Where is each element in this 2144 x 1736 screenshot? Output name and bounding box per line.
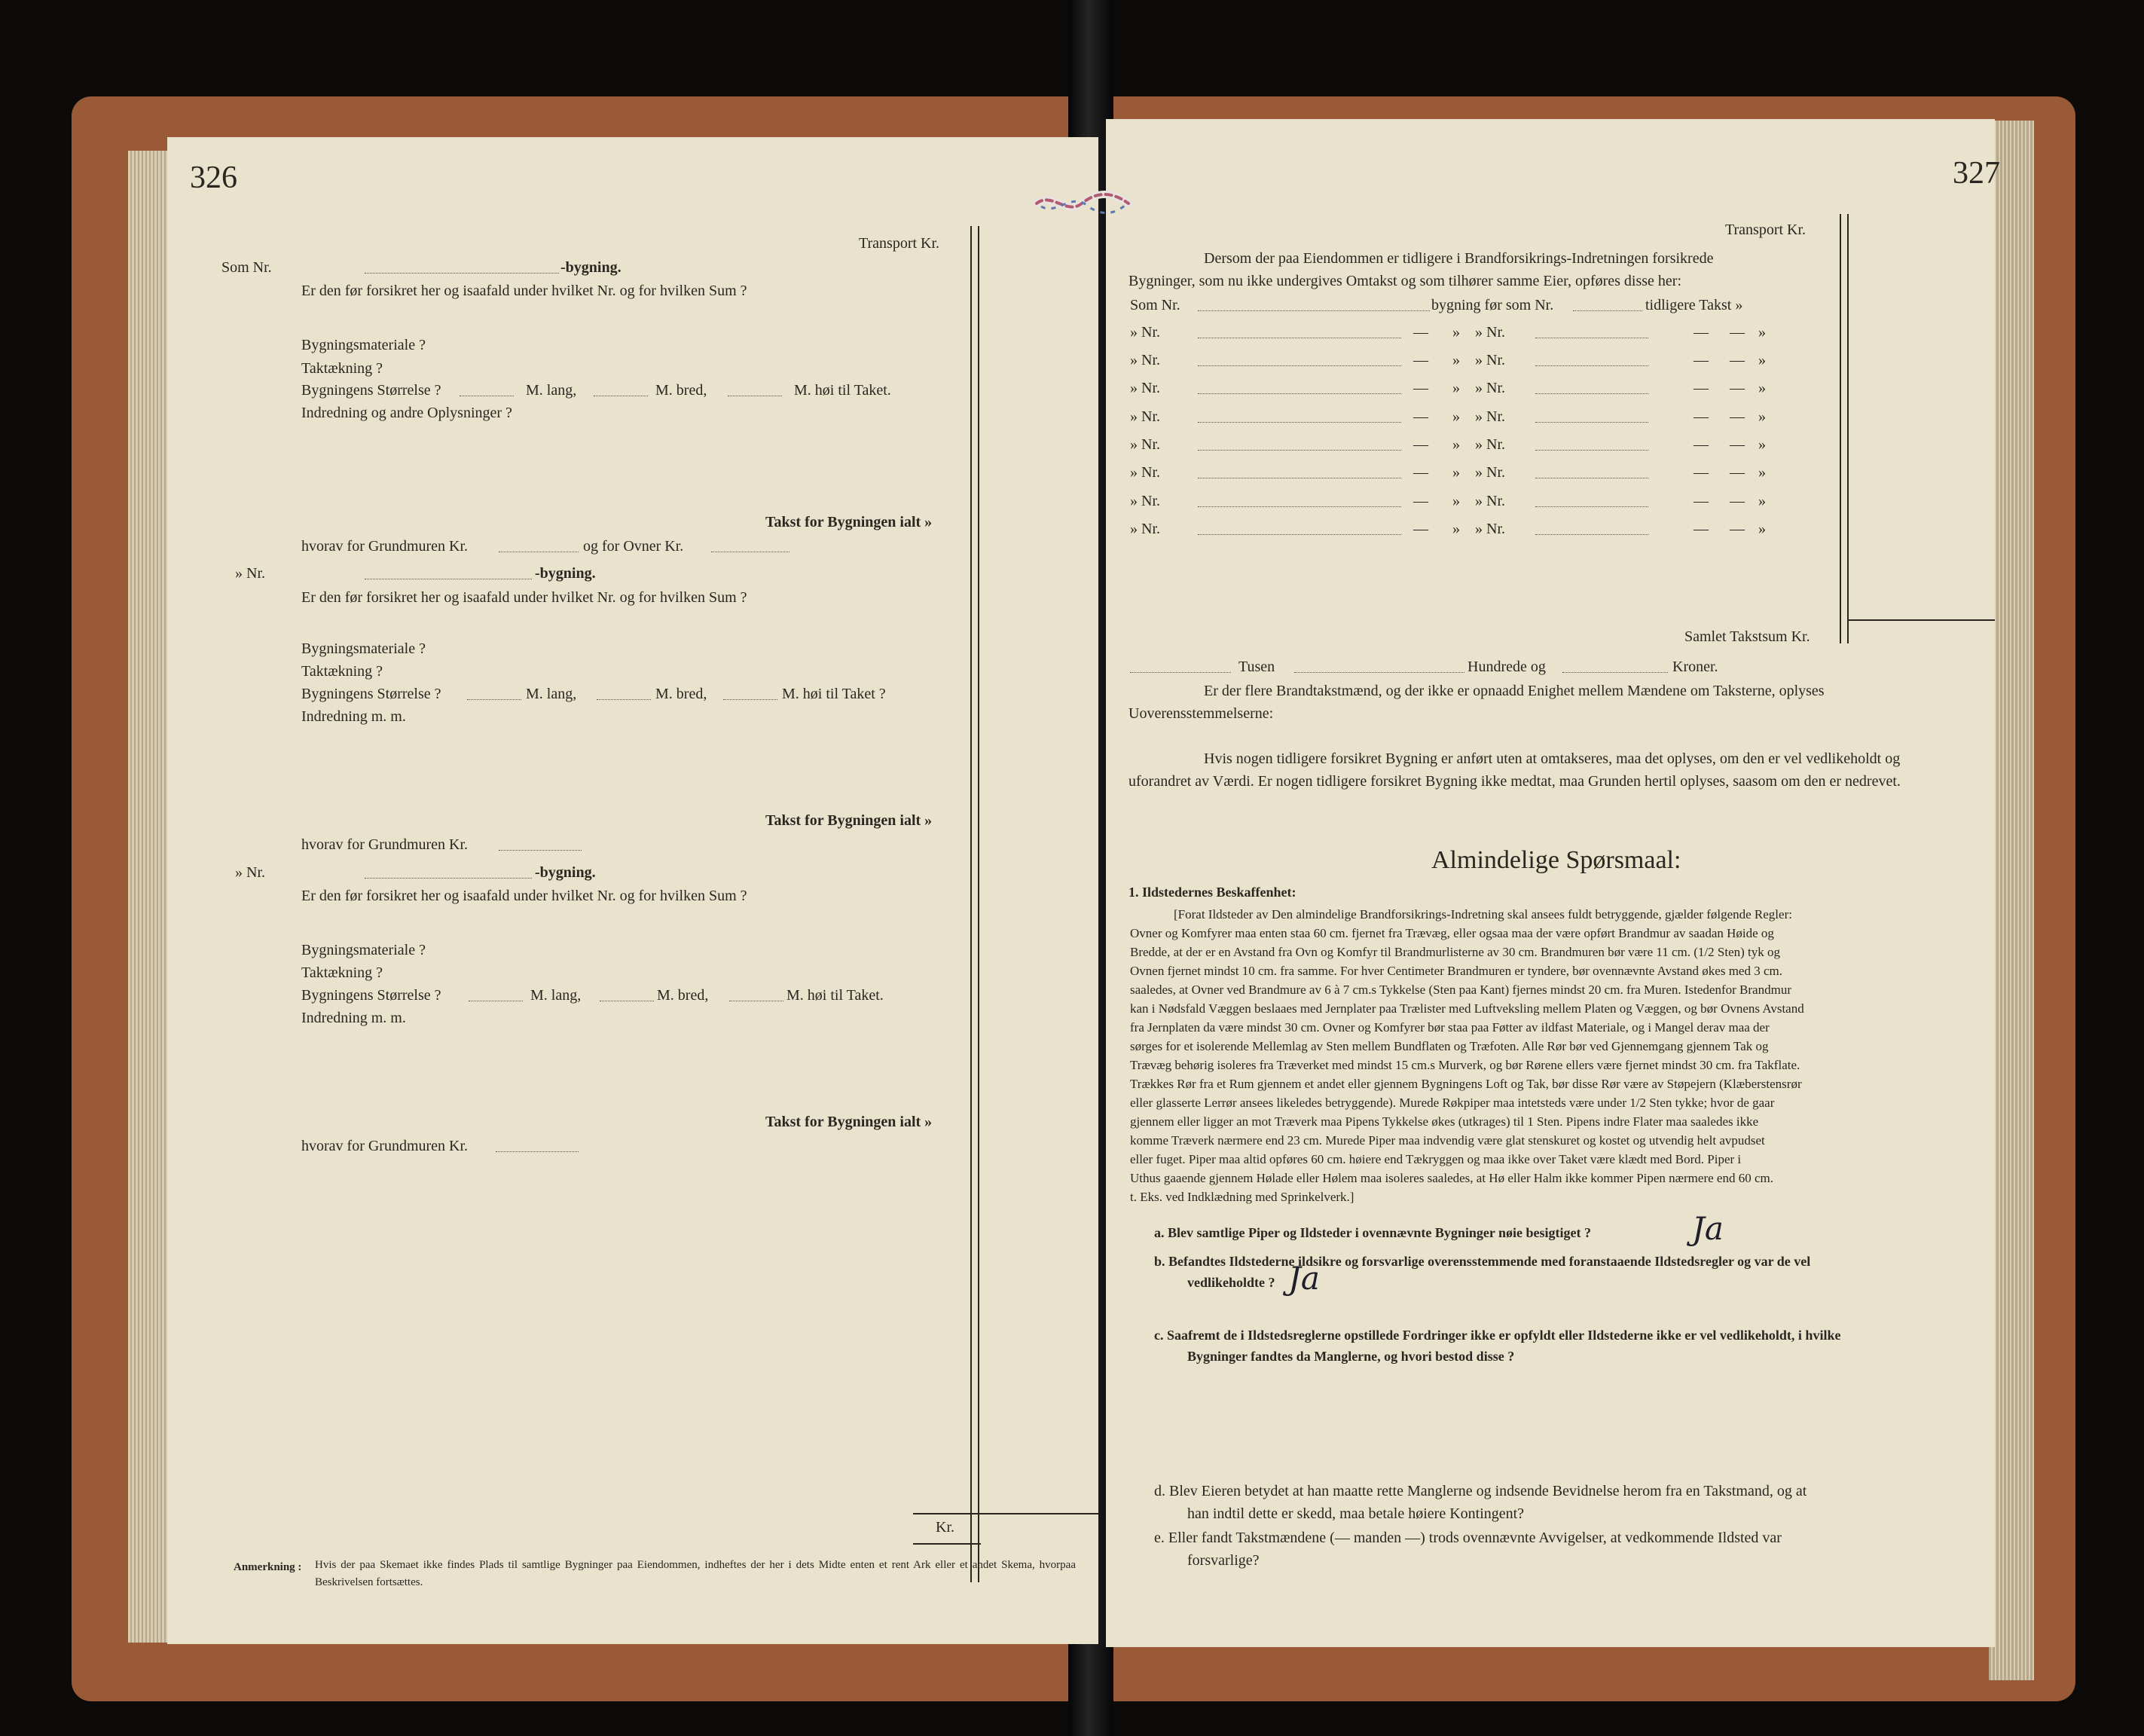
length-label: M. lang,	[530, 987, 582, 1004]
total-valuation-label: Takst for Bygningen ialt »	[765, 812, 933, 829]
page-edges-right	[1989, 121, 2034, 1680]
summary-line	[1847, 619, 1995, 621]
kroner-label: Kroner.	[1672, 659, 1718, 675]
building-material-label: Bygningsmateriale ?	[301, 337, 426, 353]
question-b: b. Befandtes Ildstederne ildsikre og forsvarlige overensstemmende med foranstaaende Ildstedsregler og var de vel	[1154, 1254, 1811, 1269]
building-size-label: Bygningens Størrelse ?	[301, 686, 441, 702]
page-number: 327	[1953, 156, 2000, 191]
blank-line	[1198, 310, 1430, 311]
previous-building-row: » Nr. — » » Nr. — — »	[1130, 493, 1766, 509]
total-valuation-label: Takst for Bygningen ialt »	[765, 1114, 933, 1130]
total-sum-label: Samlet Takstsum Kr.	[1684, 628, 1810, 645]
page-number: 326	[190, 160, 237, 195]
note-label: Anmerkning :	[234, 1561, 302, 1573]
roofing-label: Taktækning ?	[301, 360, 383, 377]
note-text: Hvis der paa Skemaet ikke findes Plads til samtlige Bygninger paa Eiendommen, indheftes der her i dets Midte enten et rent Ark eller et andet Skema, hvorpaa Beskrivelsen fortsættes.	[315, 1559, 1076, 1588]
previous-building-row: » Nr. — » » Nr. — — »	[1130, 436, 1766, 453]
question-c: c. Saafremt de i Ildstedsreglerne opstillede Fordringer ikke er opfyldt eller Ildstederne ikke er vel vedlikeholdt, i hvilke	[1154, 1328, 1841, 1343]
blank-line	[1294, 672, 1464, 673]
bygning-for-label: bygning før som Nr.	[1431, 297, 1554, 313]
previous-building-row: » Nr. — » » Nr. — — »	[1130, 521, 1766, 537]
roofing-label: Taktækning ?	[301, 964, 383, 981]
question-a: a. Blev samtlige Piper og Ildsteder i ovennævnte Bygninger nøie besigtiget ?	[1154, 1225, 1591, 1240]
total-line	[913, 1543, 981, 1545]
kr-label: Kr.	[936, 1519, 954, 1536]
left-page	[167, 137, 1098, 1644]
som-nr-label: Som Nr.	[1130, 297, 1180, 313]
answer-b-handwritten: Ja	[1288, 1260, 1320, 1297]
blank-line	[467, 699, 521, 700]
length-label: M. lang,	[526, 686, 577, 702]
width-label: M. bred,	[655, 686, 707, 702]
question-d: d. Blev Eieren betydet at han maatte rette Manglerne og indsende Bevidnelse herom fra en Takstmand, og at	[1154, 1483, 1807, 1499]
answer-a-handwritten: Ja	[1692, 1210, 1724, 1247]
previous-building-row: » Nr. — » » Nr. — — »	[1130, 324, 1766, 341]
disagreement-text: Er der flere Brandtakstmænd, og der ikke er opnaadd Enighet mellem Mændene om Taksterne, oplyses	[1204, 683, 1825, 699]
previous-building-row: » Nr. — » » Nr. — — »	[1130, 380, 1766, 396]
foundation-label: hvorav for Grundmuren Kr.	[301, 538, 469, 555]
foundation-label: hvorav for Grundmuren Kr.	[301, 1138, 469, 1154]
transport-label: Transport Kr.	[1725, 222, 1807, 238]
previous-insurance-question: Er den før forsikret her og isaafald under hvilket Nr. og for hvilken Sum ?	[301, 888, 747, 904]
length-label: M. lang,	[526, 382, 577, 399]
unrevalued-text: Hvis nogen tidligere forsikret Bygning er anført uten at omtakseres, maa det oplyses, om den er vel vedlikeholdt og	[1204, 750, 1901, 767]
amount-column-line	[978, 226, 979, 1582]
height-label: M. høi til Taket ?	[782, 686, 886, 702]
bygning-label: -bygning.	[560, 259, 622, 276]
nr-label: » Nr.	[235, 864, 265, 881]
blank-line	[1562, 672, 1668, 673]
previous-valuation-label: tidligere Takst »	[1645, 297, 1743, 313]
page-edges-left	[128, 151, 173, 1643]
building-material-label: Bygningsmateriale ?	[301, 942, 426, 958]
transport-label: Transport Kr.	[859, 235, 940, 252]
amount-column-line	[1847, 214, 1849, 643]
width-label: M. bred,	[657, 987, 709, 1004]
question-d: han indtil dette er skedd, maa betale høiere Kontingent?	[1187, 1505, 1525, 1522]
nr-label: » Nr.	[235, 565, 265, 582]
section-heading: Almindelige Spørsmaal:	[1431, 846, 1681, 874]
ovens-label: og for Ovner Kr.	[583, 538, 684, 555]
som-nr-label: Som Nr.	[221, 259, 272, 276]
total-valuation-label: Takst for Bygningen ialt »	[765, 514, 933, 530]
blank-line	[597, 699, 651, 700]
intro-line: Bygninger, som nu ikke undergives Omtakst og som tilhører samme Eier, opføres disse her:	[1129, 273, 1682, 289]
interior-label: Indredning og andre Oplysninger ?	[301, 405, 512, 421]
question-e: e. Eller fandt Takstmændene (— manden —) trods ovennævnte Avvigelser, at vedkommende Ildsted var	[1154, 1530, 1782, 1546]
building-size-label: Bygningens Størrelse ?	[301, 382, 441, 399]
height-label: M. høi til Taket.	[786, 987, 884, 1004]
previous-insurance-question: Er den før forsikret her og isaafald under hvilket Nr. og for hvilken Sum ?	[301, 283, 747, 299]
intro-line: Dersom der paa Eiendommen er tidligere i Brandforsikrings-Indretningen forsikrede	[1204, 250, 1714, 267]
foundation-label: hvorav for Grundmuren Kr.	[301, 836, 469, 853]
blank-line	[365, 878, 532, 879]
previous-building-row: » Nr. — » » Nr. — — »	[1130, 352, 1766, 368]
previous-building-row: » Nr. — » » Nr. — — »	[1130, 464, 1766, 481]
roofing-label: Taktækning ?	[301, 663, 383, 680]
blank-line	[723, 699, 777, 700]
bygning-label: -bygning.	[535, 864, 596, 881]
interior-label: Indredning m. m.	[301, 708, 406, 725]
previous-building-row: » Nr. — » » Nr. — — »	[1130, 408, 1766, 425]
height-label: M. høi til Taket.	[794, 382, 891, 399]
blank-line	[496, 1151, 579, 1152]
unrevalued-text: uforandret av Værdi. Er nogen tidligere forsikret Bygning ikke medtat, maa Grunden hertil oplyses, saasom om den er nedrevet.	[1129, 773, 1901, 790]
disagreement-text: Uoverensstemmelserne:	[1129, 705, 1274, 722]
question-b: vedlikeholdte ?	[1187, 1275, 1275, 1290]
blank-line	[499, 850, 582, 851]
blank-line	[1130, 672, 1231, 673]
total-line	[913, 1513, 1098, 1514]
question-c: Bygninger fandtes da Manglerne, og hvori bestod disse ?	[1187, 1349, 1515, 1364]
bookmark-ribbon	[1034, 190, 1132, 217]
thousands-label: Tusen	[1238, 659, 1275, 675]
question-e: forsvarlige?	[1187, 1552, 1260, 1569]
question-1: 1. Ildstedernes Beskaffenhet:	[1129, 885, 1296, 900]
interior-label: Indredning m. m.	[301, 1010, 406, 1026]
previous-insurance-question: Er den før forsikret her og isaafald under hvilket Nr. og for hvilken Sum ?	[301, 589, 747, 606]
building-material-label: Bygningsmateriale ?	[301, 640, 426, 657]
bygning-label: -bygning.	[535, 565, 596, 582]
blank-line	[365, 273, 559, 274]
hundreds-label: Hundrede og	[1468, 659, 1546, 675]
building-size-label: Bygningens Størrelse ?	[301, 987, 441, 1004]
amount-column-line	[970, 226, 972, 1582]
blank-line	[1573, 310, 1642, 311]
width-label: M. bred,	[655, 382, 707, 399]
right-page: 327 Transport Kr. Dersom der paa Eiendommen er tidligere i Brandforsikrings-Indretningen forsikrede Bygninger, som nu ikke undergives Omtakst og som tilhører samme Eier, opføres disse her: Som Nr. bygning før som Nr. tidligere Takst » » Nr. — » » Nr. — — » » Nr. — » » Nr. — — » » Nr. — » » Nr. — — » » Nr. — » » Nr. — — » » Nr. — » » Nr. — — » » Nr. — » » Nr. — — » » Nr. — » » Nr. — — » » Nr. — » » Nr. — — » Samlet Takstsum Kr. Tusen Hundrede og Kroner. Er der flere Brandtakstmænd, og der ikke er opnaadd Enighet mellem Mændene om Taksterne, oplyses Uoverensstemmelserne: Hvis nogen tidligere forsikret Bygning er anført uten at omtakseres, maa det oplyses, om den er vel vedlikeholdt og uforandret av Værdi. Er nogen tidligere forsikret Bygning ikke medtat, maa Grunden hertil oplyses, saasom om den er nedrevet. Almindelige Spørsmaal: 1. Ildstedernes Beskaffenhet: [Forat Ildsteder av Den almindelige Brandforsikrings-Indretning skal ansees fuldt betryggende, gjælder følgende Regler: Ovner og Komfyrer maa enten staa 60 cm. fjernet fra Trævæg, eller ogsaa maa der være opført Brandmur av saadan Høide og Bredde, at der er en Avstand fra Ovn og Komfyr til Brandmurlisterne av 30 cm. Brandmuren bør være 11 cm. (1/2 Sten) tyk og Ovnen fjernet mindst 10 cm. fra samme. For hver Centimeter Brandmuren er tyndere, bør ovennævnte Avstand økes med 3 cm. saaledes, at Ovner ved Brandmure av 6 à 7 cm.s Tykkelse (Sten paa Kant) fjernes mindst 20 cm. fra Muren. Istedenfor Brandmur kan i Nødsfald Væggen beslaaes med Jernplater paa Trælister med Luftveksling mellem Platen og Væggen, og bør Ovnens Avstand fra Jernplaten da være mindst 30 cm. Ovner og Komfyrer bør staa paa Føtter av ildfast Materiale, og i Mangel derav maa der sørges for et isolerende Mellemlag av Sten mellem Bundflaten og Træfoten. Alle Rør bør ved Gjennemgang gjennem Tak og Trævæg behørig isoleres fra Træverket med mindst 15 cm.s Murverk, og bør Rørene ellers være fjernet mindst 30 cm. fra Takflate. Trækkes Rør fra et Rum gjennem et andet eller gjennem Bygningens Loft og Tak, bør disse Rør være av Støpejern (Klæberstensrør eller glasserte Lerrør ansees likeledes betryggende). Murede Røkpiper maa intetsteds være under 1/2 Sten tykke; hvor de gaar gjennem eller ligger an mot Træverk maa Pipens Tykkelse økes (utkrages) til 1 Sten. Pipens indre Flater maa saaledes ikke komme Træverk nærmere end 23 cm. Murede Piper maa indvendig være glat stenskuret og kostet og utvendig helt avpudset eller fuget. Piper maa altid opføres 60 cm. høiere end Tækryggen og maa ikke over Taket være klædt med Bord. Piper i Uthus gaaende gjennem Hølade eller Hølem maa isoleres saaledes, at Hø eller Halm ikke kommer Pipen nærmere end 60 cm. t. Eks. ved Indklædning med Sprinkelverk.] a. Blev samtlige Piper og Ildsteder i ovennævnte Bygninger nøie besigtiget ? Ja b. Befandtes Ildstederne ildsikre og forsvarlige overensstemmende med foranstaaende Ildstedsregler og var de vel vedlikeholdte ? Ja c. Saafremt de i Ildstedsreglerne opstillede Fordringer ikke er opfyldt eller Ildstederne ikke er vel vedlikeholdt, i hvilke Bygninger fandtes da Manglerne, og hvori bestod disse ? d. Blev Eieren betydet at han maatte rette Manglerne og indsende Bevidnelse herom fra en Takstmand, og at han indtil dette er skedd, maa betale høiere Kontingent? e. Eller fandt Takstmændene (— manden —) trods ovennævnte Avvigelser, at vedkommende Ildsted var forsvarlige?	[1106, 119, 1995, 1647]
